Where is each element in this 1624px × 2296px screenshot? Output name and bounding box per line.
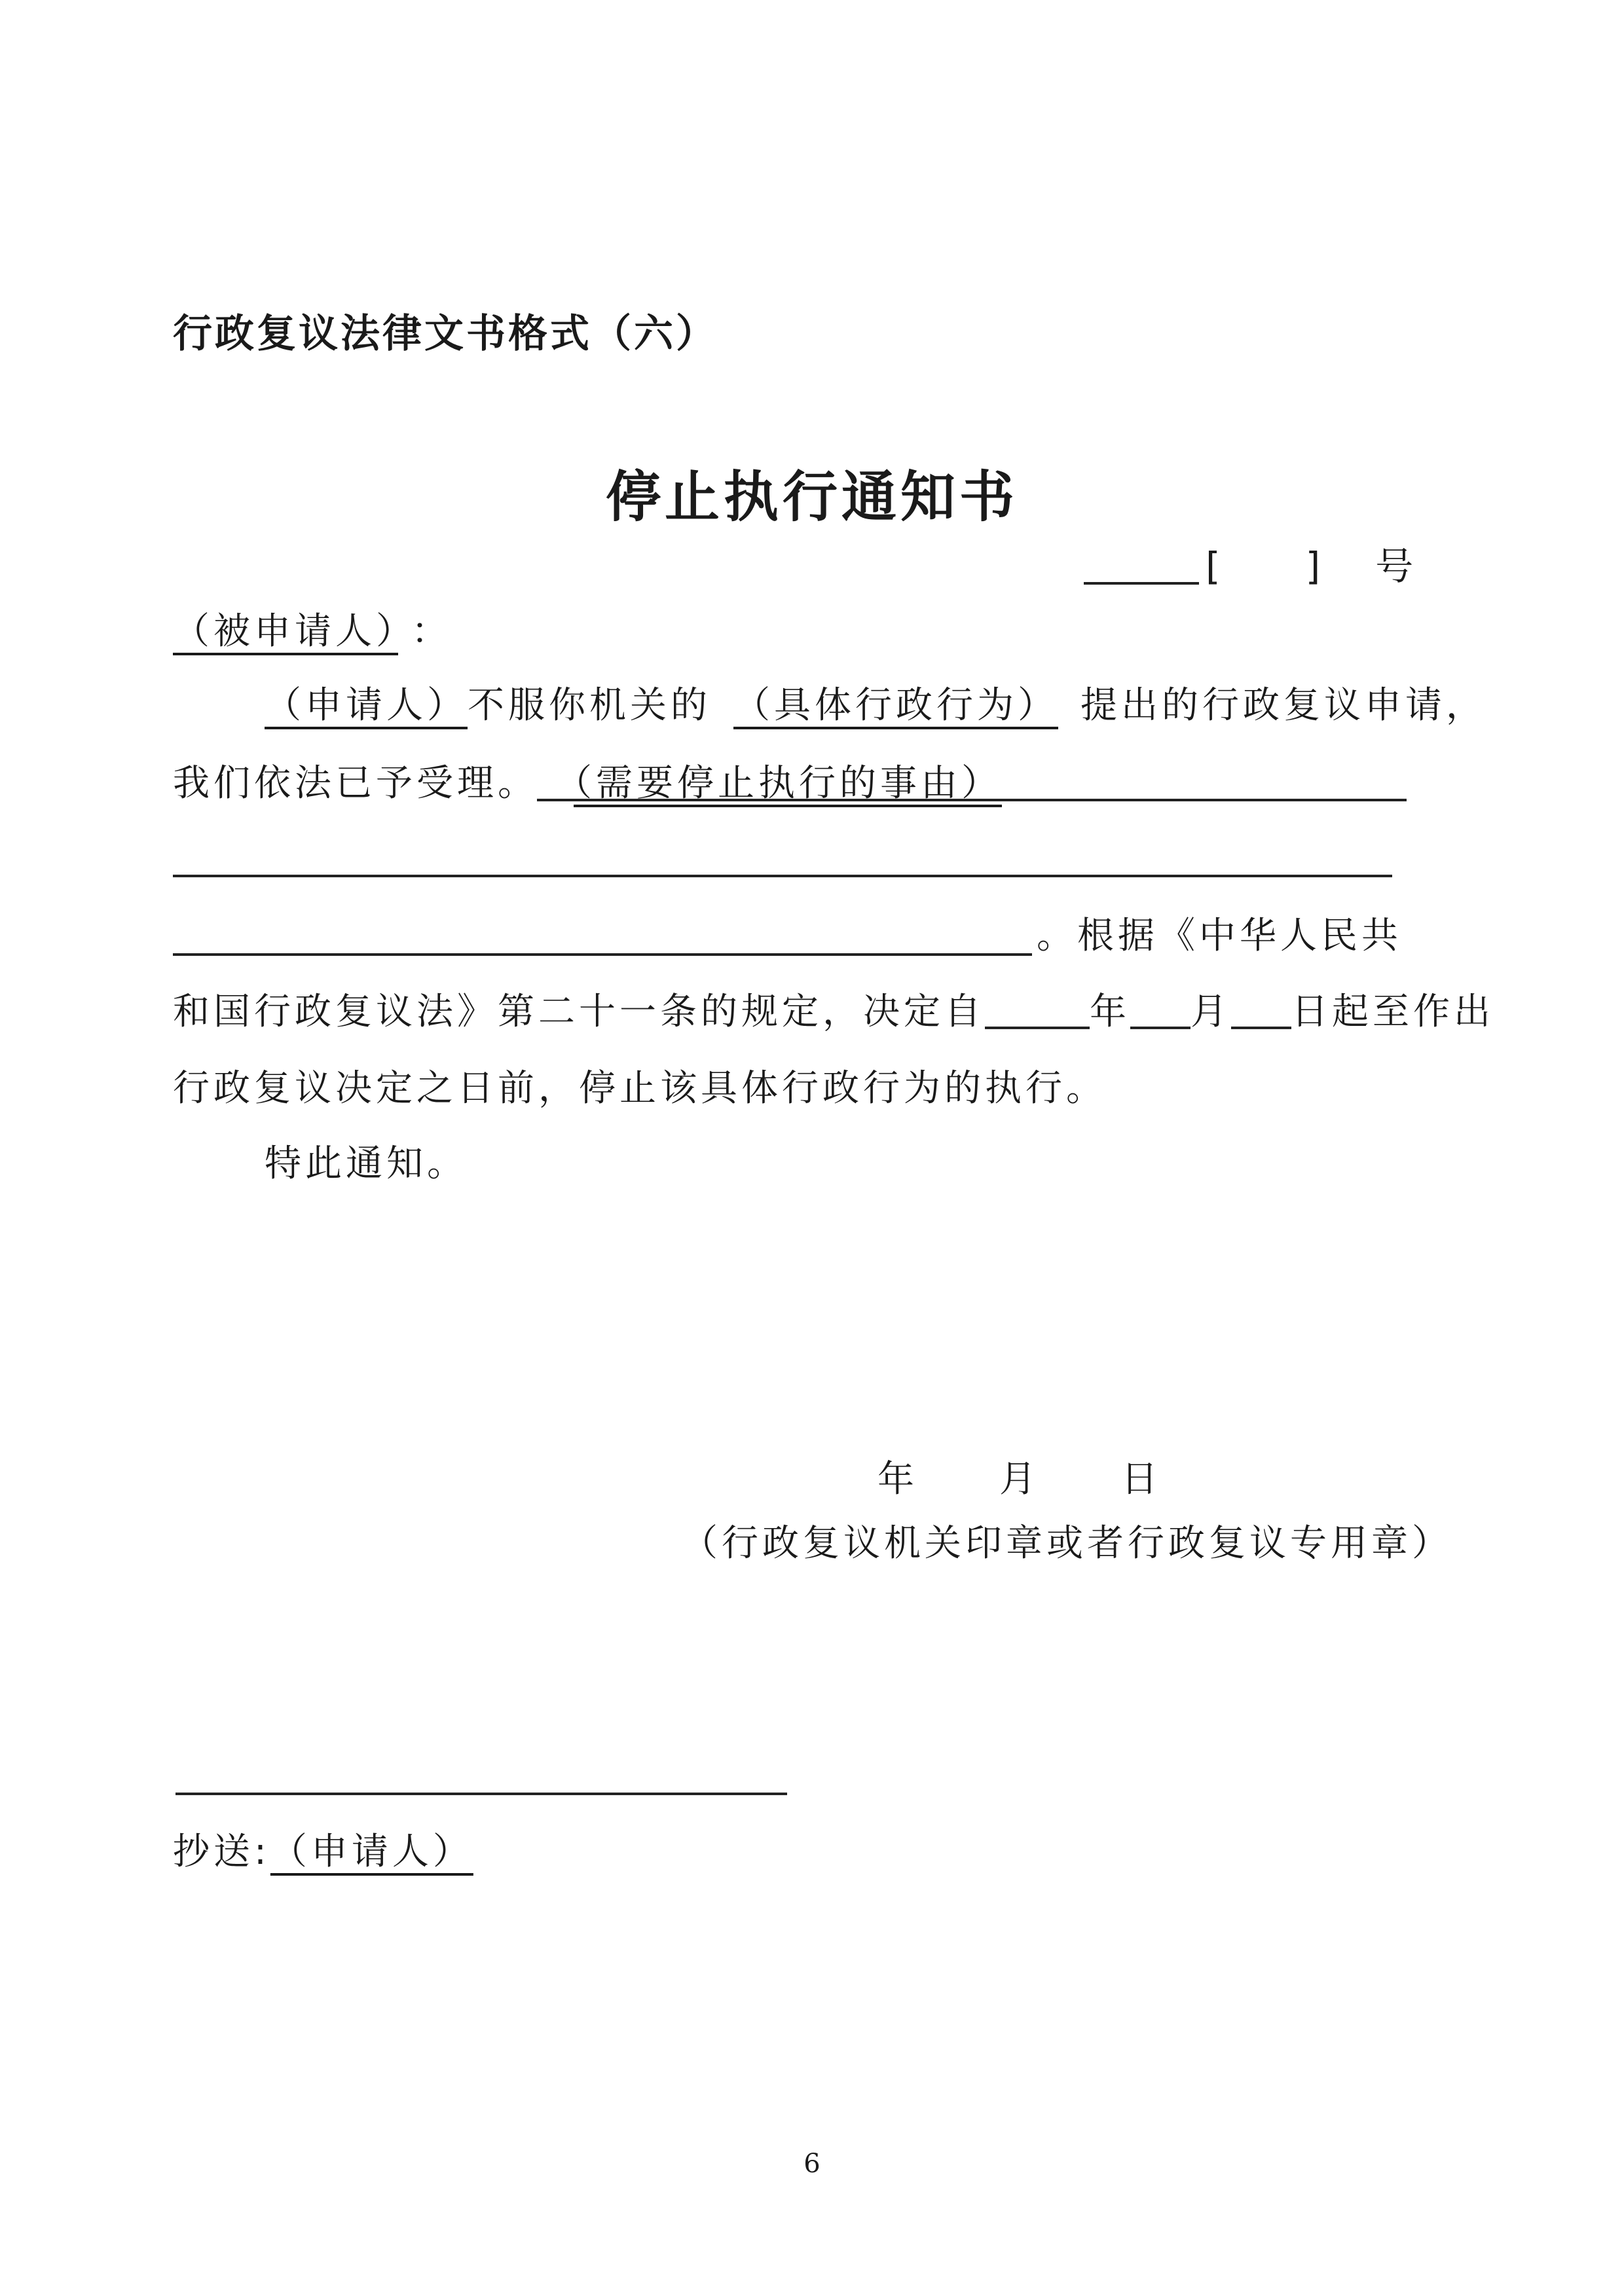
notice-closing: 特此通知。 bbox=[265, 1142, 468, 1185]
applicant-placeholder: （申请人） bbox=[265, 684, 468, 727]
number-prefix-blank bbox=[1084, 582, 1199, 585]
month-label: 月 bbox=[1190, 991, 1231, 1033]
respondent-placeholder: （被申请人） bbox=[173, 610, 398, 653]
body-line-1 bbox=[265, 684, 1486, 727]
body-line-3: 。根据《中华人民共 bbox=[1037, 915, 1402, 957]
date-day-label: 日 bbox=[1121, 1458, 1158, 1501]
reason-fill-line bbox=[537, 799, 1407, 801]
date-month-label: 月 bbox=[999, 1458, 1036, 1501]
day-blank bbox=[1231, 1027, 1291, 1029]
cc-line bbox=[173, 1831, 473, 1873]
month-blank bbox=[1130, 1027, 1190, 1029]
date-year-label: 年 bbox=[877, 1458, 914, 1501]
seal-note: （行政复议机关印章或者行政复议专用章） bbox=[681, 1522, 1452, 1565]
body-line-2 bbox=[173, 762, 1002, 805]
year-label: 年 bbox=[1090, 991, 1130, 1033]
cc-divider bbox=[175, 1793, 787, 1795]
addressee-line bbox=[173, 610, 452, 653]
number-close-bracket: ] bbox=[1305, 544, 1321, 589]
format-label: 行政复议法律文书格式（六） bbox=[173, 311, 718, 357]
body-text: 不服你机关的 bbox=[468, 684, 711, 727]
reason-placeholder: （需要停止执行的事由） bbox=[574, 762, 1002, 805]
body-text: 和国行政复议法》第二十一条的规定，决定自 bbox=[173, 991, 985, 1033]
administrative-action-placeholder: （具体行政行为） bbox=[733, 684, 1058, 727]
number-open-bracket: [ bbox=[1206, 544, 1221, 589]
document-title: 停止执行通知书 bbox=[605, 465, 1018, 529]
body-line-4 bbox=[173, 991, 1494, 1033]
signature-date bbox=[877, 1450, 1158, 1503]
document-number bbox=[1084, 536, 1413, 591]
body-text: 日起至作出 bbox=[1291, 991, 1494, 1033]
body-text: 提出的行政复议申请， bbox=[1080, 684, 1486, 727]
page-number: 6 bbox=[803, 2149, 821, 2179]
number-suffix: 号 bbox=[1375, 544, 1414, 589]
cc-recipient-placeholder: （申请人） bbox=[270, 1831, 473, 1873]
body-line-5: 行政复议决定之日前，停止该具体行政行为的执行。 bbox=[173, 1067, 1107, 1110]
reason-fill-line bbox=[173, 953, 1032, 956]
cc-label: 抄送: bbox=[173, 1831, 270, 1873]
year-blank bbox=[985, 1027, 1090, 1029]
addressee-colon: ： bbox=[411, 610, 452, 653]
body-text: 我们依法已予受理。 bbox=[173, 762, 538, 805]
reason-fill-line bbox=[173, 875, 1392, 877]
